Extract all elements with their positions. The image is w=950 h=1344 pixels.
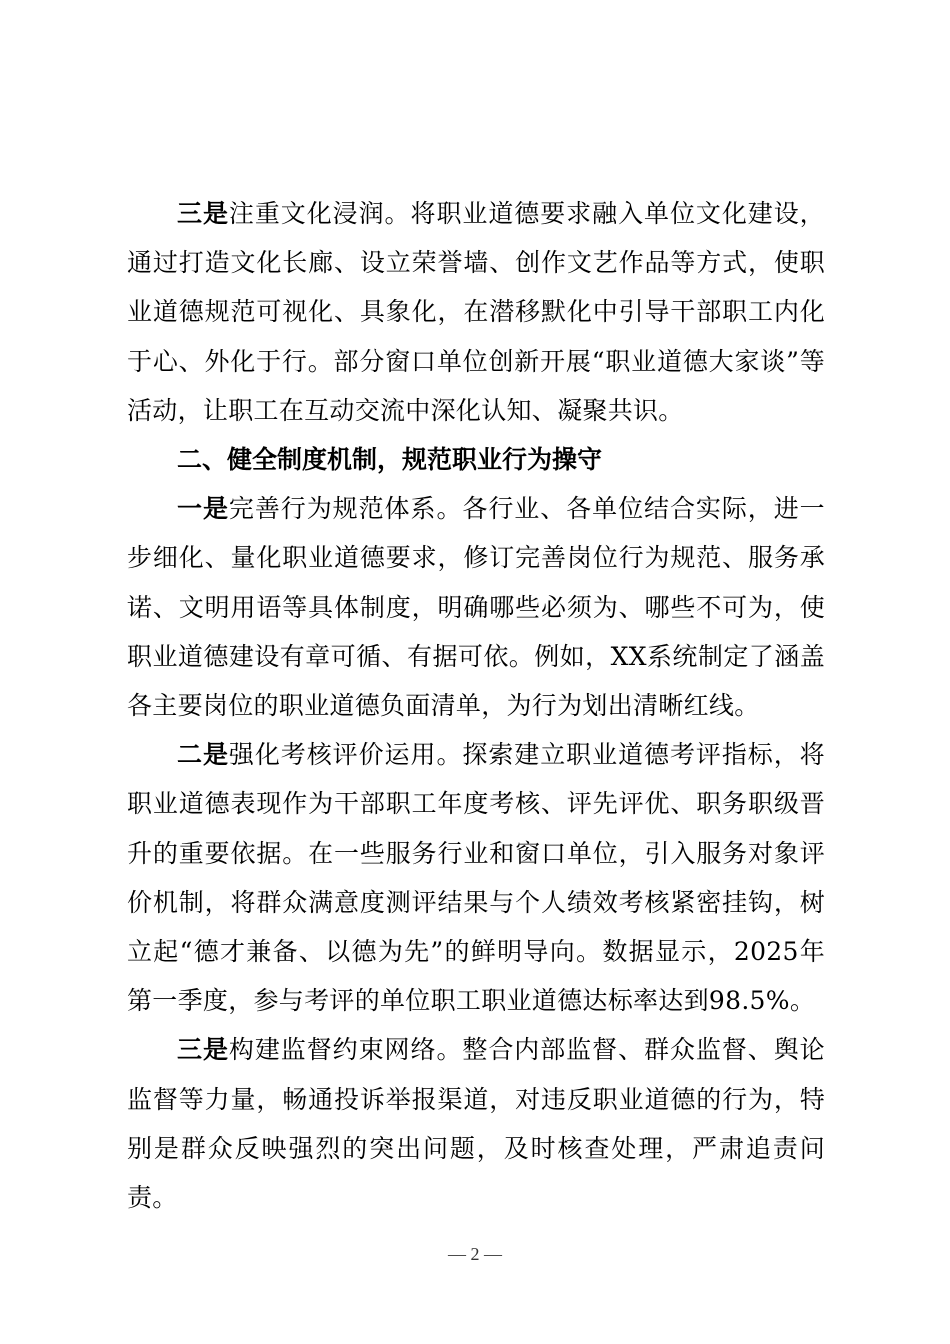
paragraph-lead: 一是: [177, 494, 229, 524]
paragraph-cultural-influence: [127, 189, 825, 435]
paragraph-text: 注重文化浸润。将职业道德要求融入单位文化建设，通过打造文化长廊、设立荣誉墙、创作文艺作品等方式，使职业道德规范可视化、具象化，在潜移默化中引导干部职工内化于心、外化于行。部分窗口单位创新开展“职业道德大家谈”等活动，让职工在互动交流中深化认知、凝聚共识。: [127, 199, 825, 425]
paragraph-text: 强化考核评价运用。探索建立职业道德考评指标，将职业道德表现作为干部职工年度考核、评先评优、职务职级晋升的重要依据。在一些服务行业和窗口单位，引入服务对象评价机制，将群众满意度测评结果与个人绩效考核紧密挂钩，树立起“德才兼备、以德为先”的鲜明导向。数据显示，2025年第一季度，参与考评的单位职工职业道德达标率达到98.5%。: [127, 740, 825, 1016]
paragraph-supervision: [127, 1025, 825, 1222]
page-number: — 2 —: [448, 1244, 502, 1264]
paragraph-lead: 二是: [177, 740, 229, 770]
paragraph-text: 构建监督约束网络。整合内部监督、群众监督、舆论监督等力量，畅通投诉举报渠道，对违反职业道德的行为，特别是群众反映强烈的突出问题，及时核查处理，严肃追责问责。: [127, 1035, 825, 1213]
paragraph-behavior-norms: [127, 484, 825, 730]
paragraph-text: 完善行为规范体系。各行业、各单位结合实际，进一步细化、量化职业道德要求，修订完善岗位行为规范、服务承诺、文明用语等具体制度，明确哪些必须为、哪些不可为，使职业道德建设有章可循、有据可依。例如，XX系统制定了涵盖各主要岗位的职业道德负面清单，为行为划出清晰红线。: [127, 494, 825, 721]
paragraph-assessment: [127, 730, 825, 1025]
paragraph-lead: 三是: [177, 1035, 229, 1065]
document-body: [127, 189, 825, 1222]
section-heading: 二、健全制度机制，规范职业行为操守: [177, 445, 603, 475]
paragraph-lead: 三是: [177, 199, 229, 228]
